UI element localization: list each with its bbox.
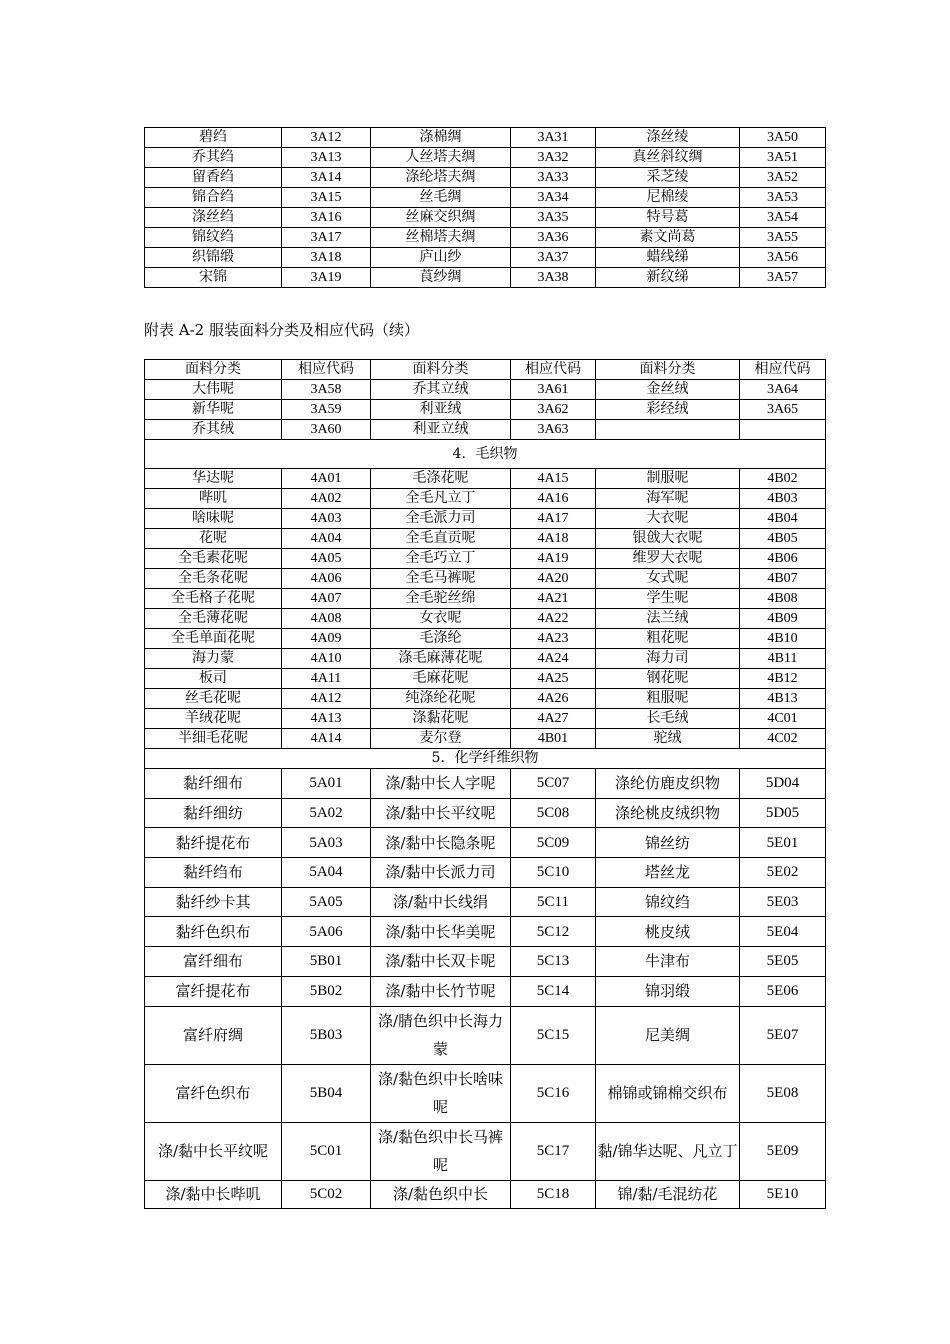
fabric-name-cell: 全毛马裤呢 [371, 569, 511, 589]
fabric-code-cell: 3A37 [511, 248, 596, 268]
fabric-name-cell: 全毛驼丝绵 [371, 589, 511, 609]
fabric-name-cell: 涤丝绉 [145, 208, 282, 228]
fabric-name-cell: 涤/黏中长双卡呢 [371, 947, 511, 977]
fabric-code-cell: 3A53 [740, 188, 826, 208]
fabric-name-cell: 黏纤细布 [145, 769, 282, 799]
fabric-code-cell: 5A06 [282, 917, 371, 947]
fabric-code-cell: 3A34 [511, 188, 596, 208]
fabric-code-cell: 4A22 [511, 609, 596, 629]
fabric-code-cell: 4C01 [740, 709, 826, 729]
fabric-name-cell: 女衣呢 [371, 609, 511, 629]
fabric-name-cell: 啥味呢 [145, 509, 282, 529]
section-row [145, 749, 826, 769]
fabric-name-cell: 真丝斜纹绸 [596, 148, 740, 168]
fabric-name-cell: 丝麻交织绸 [371, 208, 511, 228]
fabric-name-cell: 法兰绒 [596, 609, 740, 629]
fabric-name-cell: 全毛条花呢 [145, 569, 282, 589]
fabric-code-cell: 5C01 [282, 1122, 371, 1180]
fabric-code-cell: 4A27 [511, 709, 596, 729]
fabric-code-cell: 4A12 [282, 689, 371, 709]
fabric-name-cell: 黏/锦华达呢、凡立丁 [596, 1122, 740, 1180]
fabric-code-cell: 5E10 [740, 1180, 826, 1208]
fabric-name-cell: 宋锦 [145, 268, 282, 288]
table-row [145, 268, 826, 288]
fabric-code-cell: 4A18 [511, 529, 596, 549]
table-row [145, 729, 826, 749]
fabric-code-cell: 5E07 [740, 1006, 826, 1064]
fabric-name-cell: 粗花呢 [596, 629, 740, 649]
header-cell: 面料分类 [145, 360, 282, 380]
fabric-code-cell: 4B11 [740, 649, 826, 669]
fabric-code-cell: 3A36 [511, 228, 596, 248]
fabric-code-cell: 3A13 [282, 148, 371, 168]
fabric-name-cell: 涤丝绫 [596, 128, 740, 148]
section-heading-chemical-fiber: 5．化学纤维织物 [145, 749, 826, 769]
fabric-code-cell: 5E06 [740, 976, 826, 1006]
fabric-code-cell: 4A09 [282, 629, 371, 649]
table-row [145, 549, 826, 569]
fabric-code-cell: 3A63 [511, 420, 596, 440]
fabric-code-cell: 5C16 [511, 1064, 596, 1122]
fabric-name-cell: 维罗大衣呢 [596, 549, 740, 569]
fabric-name-cell: 全毛派力司 [371, 509, 511, 529]
fabric-name-cell: 长毛绒 [596, 709, 740, 729]
fabric-code-cell: 5A01 [282, 769, 371, 799]
fabric-code-cell: 3A18 [282, 248, 371, 268]
table-row [145, 828, 826, 858]
fabric-name-cell: 涤/黏中长竹节呢 [371, 976, 511, 1006]
fabric-name-cell: 全毛薄花呢 [145, 609, 282, 629]
fabric-name-cell: 锦/黏/毛混纺花 [596, 1180, 740, 1208]
fabric-name-cell: 黏纤纱卡其 [145, 887, 282, 917]
fabric-name-cell: 花呢 [145, 529, 282, 549]
fabric-code-cell: 5D05 [740, 798, 826, 828]
fabric-code-cell: 3A56 [740, 248, 826, 268]
fabric-code-cell: 3A16 [282, 208, 371, 228]
fabric-name-cell: 锦纹绉 [145, 228, 282, 248]
fabric-code-cell: 3A31 [511, 128, 596, 148]
fabric-code-cell: 4B02 [740, 469, 826, 489]
fabric-code-cell: 5E09 [740, 1122, 826, 1180]
table-row [145, 669, 826, 689]
table-row [145, 917, 826, 947]
fabric-name-cell: 全毛巧立丁 [371, 549, 511, 569]
fabric-code-cell: 4A08 [282, 609, 371, 629]
fabric-code-cell: 4A23 [511, 629, 596, 649]
fabric-code-cell: 5C09 [511, 828, 596, 858]
table-row [145, 188, 826, 208]
fabric-name-cell [596, 420, 740, 440]
section-row [145, 440, 826, 469]
table-row [145, 469, 826, 489]
table-row [145, 1006, 826, 1064]
fabric-name-cell: 钢花呢 [596, 669, 740, 689]
fabric-code-cell: 4A10 [282, 649, 371, 669]
fabric-name-cell: 全毛素花呢 [145, 549, 282, 569]
fabric-code-cell: 4A07 [282, 589, 371, 609]
fabric-name-cell: 金丝绒 [596, 380, 740, 400]
fabric-name-cell: 丝毛绸 [371, 188, 511, 208]
fabric-name-cell: 人丝塔夫绸 [371, 148, 511, 168]
fabric-name-cell: 涤/黏中长平纹呢 [371, 798, 511, 828]
fabric-code-cell: 4B03 [740, 489, 826, 509]
fabric-code-cell: 5C11 [511, 887, 596, 917]
fabric-name-cell: 哔叽 [145, 489, 282, 509]
fabric-name-cell: 涤/黏中长隐条呢 [371, 828, 511, 858]
header-cell: 相应代码 [740, 360, 826, 380]
fabric-code-cell: 5A05 [282, 887, 371, 917]
table-row [145, 1122, 826, 1180]
rows-chemical-fiber-tall [145, 1006, 826, 1180]
fabric-code-cell: 3A14 [282, 168, 371, 188]
fabric-name-cell: 黏纤提花布 [145, 828, 282, 858]
fabric-code-cell: 4A21 [511, 589, 596, 609]
fabric-code-cell: 5C10 [511, 858, 596, 888]
fabric-name-cell: 织锦缎 [145, 248, 282, 268]
fabric-code-cell: 4B06 [740, 549, 826, 569]
table-row [145, 689, 826, 709]
fabric-code-cell: 3A61 [511, 380, 596, 400]
fabric-name-cell: 麦尔登 [371, 729, 511, 749]
fabric-code-cell: 4B10 [740, 629, 826, 649]
fabric-name-cell: 毛涤纶 [371, 629, 511, 649]
table-row [145, 529, 826, 549]
fabric-code-cell: 3A15 [282, 188, 371, 208]
fabric-code-cell: 3A17 [282, 228, 371, 248]
fabric-name-cell: 富纤细布 [145, 947, 282, 977]
fabric-code-cell: 4A02 [282, 489, 371, 509]
fabric-code-cell: 5E08 [740, 1064, 826, 1122]
rows-wool [145, 469, 826, 749]
table-row [145, 168, 826, 188]
fabric-code-cell: 5C18 [511, 1180, 596, 1208]
fabric-code-cell: 5E01 [740, 828, 826, 858]
fabric-code-cell: 3A62 [511, 400, 596, 420]
fabric-name-cell: 尼美绸 [596, 1006, 740, 1064]
fabric-name-cell: 大伟呢 [145, 380, 282, 400]
table-caption: 附表 A-2 服装面料分类及相应代码（续） [144, 321, 419, 339]
fabric-code-cell: 3A59 [282, 400, 371, 420]
fabric-name-cell: 新纹绨 [596, 268, 740, 288]
fabric-code-cell: 4B09 [740, 609, 826, 629]
header-cell: 相应代码 [282, 360, 371, 380]
fabric-name-cell: 采芝绫 [596, 168, 740, 188]
fabric-name-cell: 涤/黏中长哔叽 [145, 1180, 282, 1208]
fabric-code-cell: 3A38 [511, 268, 596, 288]
fabric-name-cell: 涤黏花呢 [371, 709, 511, 729]
fabric-name-cell: 新华呢 [145, 400, 282, 420]
fabric-code-cell: 5C14 [511, 976, 596, 1006]
fabric-name-cell: 涤/黏色织中长马裤呢 [371, 1122, 511, 1180]
fabric-name-cell: 学生呢 [596, 589, 740, 609]
fabric-code-cell: 5C12 [511, 917, 596, 947]
fabric-name-cell: 海军呢 [596, 489, 740, 509]
fabric-name-cell: 富纤提花布 [145, 976, 282, 1006]
table-row [145, 629, 826, 649]
fabric-name-cell: 全毛格子花呢 [145, 589, 282, 609]
fabric-name-cell: 黏纤绉布 [145, 858, 282, 888]
table-row [145, 1180, 826, 1208]
fabric-name-cell: 驼绒 [596, 729, 740, 749]
fabric-name-cell: 牛津布 [596, 947, 740, 977]
table1-body [145, 128, 826, 288]
fabric-name-cell: 锦羽缎 [596, 976, 740, 1006]
fabric-name-cell: 特号葛 [596, 208, 740, 228]
fabric-name-cell: 莨纱绸 [371, 268, 511, 288]
section-heading-wool: 4．毛织物 [145, 440, 826, 469]
fabric-code-cell: 5A02 [282, 798, 371, 828]
header-cell: 相应代码 [511, 360, 596, 380]
fabric-name-cell: 锦合绉 [145, 188, 282, 208]
table-row [145, 589, 826, 609]
fabric-name-cell: 涤棉绸 [371, 128, 511, 148]
fabric-name-cell: 粗服呢 [596, 689, 740, 709]
fabric-name-cell: 桃皮绒 [596, 917, 740, 947]
fabric-code-cell: 5B01 [282, 947, 371, 977]
fabric-code-cell: 4A17 [511, 509, 596, 529]
table-row [145, 380, 826, 400]
fabric-name-cell: 海力蒙 [145, 649, 282, 669]
table-row [145, 709, 826, 729]
table-row [145, 609, 826, 629]
table-row [145, 208, 826, 228]
fabric-code-cell: 3A32 [511, 148, 596, 168]
table-row [145, 858, 826, 888]
fabric-name-cell: 纯涤纶花呢 [371, 689, 511, 709]
fabric-code-cell: 3A54 [740, 208, 826, 228]
fabric-code-cell: 5E05 [740, 947, 826, 977]
fabric-name-cell: 黏纤色织布 [145, 917, 282, 947]
fabric-name-cell: 羊绒花呢 [145, 709, 282, 729]
fabric-code-cell: 3A58 [282, 380, 371, 400]
table-row [145, 887, 826, 917]
fabric-name-cell: 富纤色织布 [145, 1064, 282, 1122]
table-row [145, 420, 826, 440]
fabric-code-cell: 4B05 [740, 529, 826, 549]
fabric-name-cell: 涤毛麻薄花呢 [371, 649, 511, 669]
table-row [145, 976, 826, 1006]
table-row [145, 1064, 826, 1122]
fabric-name-cell: 涤/黏中长派力司 [371, 858, 511, 888]
table-row [145, 489, 826, 509]
fabric-code-cell: 4A01 [282, 469, 371, 489]
fabric-name-cell: 锦丝纺 [596, 828, 740, 858]
fabric-code-cell: 5E03 [740, 887, 826, 917]
fabric-code-cell: 5C07 [511, 769, 596, 799]
fabric-code-cell: 5B03 [282, 1006, 371, 1064]
fabric-code-cell: 5E04 [740, 917, 826, 947]
fabric-name-cell: 庐山纱 [371, 248, 511, 268]
fabric-name-cell: 黏纤细纺 [145, 798, 282, 828]
fabric-code-cell: 3A12 [282, 128, 371, 148]
fabric-code-cell: 4A26 [511, 689, 596, 709]
fabric-code-cell: 4B04 [740, 509, 826, 529]
table-row [145, 400, 826, 420]
fabric-name-cell: 银戗大衣呢 [596, 529, 740, 549]
fabric-code-cell: 4A11 [282, 669, 371, 689]
fabric-code-cell: 5C02 [282, 1180, 371, 1208]
table-row [145, 569, 826, 589]
fabric-name-cell: 女式呢 [596, 569, 740, 589]
table-row [145, 649, 826, 669]
fabric-code-cell: 3A57 [740, 268, 826, 288]
fabric-name-cell: 涤/黏中长线绢 [371, 887, 511, 917]
fabric-code-cell: 4A14 [282, 729, 371, 749]
rows-chemical-fiber [145, 769, 826, 1007]
fabric-code-cell: 4C02 [740, 729, 826, 749]
fabric-name-cell: 全毛单面花呢 [145, 629, 282, 649]
table-row [145, 128, 826, 148]
table-row [145, 769, 826, 799]
fabric-name-cell: 涤/黏色织中长啥味呢 [371, 1064, 511, 1122]
fabric-name-cell: 涤纶塔夫绸 [371, 168, 511, 188]
fabric-name-cell: 碧绉 [145, 128, 282, 148]
fabric-code-cell: 4A24 [511, 649, 596, 669]
table-header-row [145, 360, 826, 380]
fabric-name-cell: 涤/黏中长平纹呢 [145, 1122, 282, 1180]
fabric-name-cell: 涤/黏色织中长 [371, 1180, 511, 1208]
fabric-code-cell: 4A20 [511, 569, 596, 589]
fabric-code-cell: 4B01 [511, 729, 596, 749]
table-row [145, 947, 826, 977]
table-row [145, 509, 826, 529]
fabric-name-cell: 涤纶桃皮绒织物 [596, 798, 740, 828]
fabric-code-cell: 5C17 [511, 1122, 596, 1180]
fabric-code-cell: 4A05 [282, 549, 371, 569]
fabric-code-cell: 3A55 [740, 228, 826, 248]
fabric-table-continued-top [144, 127, 826, 288]
fabric-name-cell: 涤/黏中长人字呢 [371, 769, 511, 799]
fabric-name-cell: 锦纹绉 [596, 887, 740, 917]
fabric-name-cell: 海力司 [596, 649, 740, 669]
fabric-classification-table [144, 359, 826, 1209]
fabric-name-cell: 利亚立绒 [371, 420, 511, 440]
fabric-name-cell: 全毛直贡呢 [371, 529, 511, 549]
table-row [145, 798, 826, 828]
fabric-code-cell: 4A06 [282, 569, 371, 589]
fabric-name-cell: 丝棉塔夫绸 [371, 228, 511, 248]
fabric-code-cell: 5A04 [282, 858, 371, 888]
fabric-code-cell: 5C13 [511, 947, 596, 977]
fabric-name-cell: 制服呢 [596, 469, 740, 489]
fabric-code-cell: 3A19 [282, 268, 371, 288]
fabric-code-cell: 3A33 [511, 168, 596, 188]
fabric-code-cell: 4A03 [282, 509, 371, 529]
fabric-code-cell: 4B08 [740, 589, 826, 609]
fabric-code-cell: 3A65 [740, 400, 826, 420]
fabric-code-cell: 5A03 [282, 828, 371, 858]
fabric-code-cell: 3A60 [282, 420, 371, 440]
fabric-name-cell: 彩经绒 [596, 400, 740, 420]
rows-silk-velvet [145, 380, 826, 440]
fabric-name-cell: 大衣呢 [596, 509, 740, 529]
fabric-code-cell: 5C08 [511, 798, 596, 828]
header-cell: 面料分类 [596, 360, 740, 380]
fabric-code-cell: 4A19 [511, 549, 596, 569]
fabric-code-cell: 5B04 [282, 1064, 371, 1122]
fabric-name-cell: 利亚绒 [371, 400, 511, 420]
fabric-name-cell: 全毛凡立丁 [371, 489, 511, 509]
fabric-name-cell: 涤/黏中长华美呢 [371, 917, 511, 947]
fabric-code-cell: 5E02 [740, 858, 826, 888]
fabric-code-cell: 4A15 [511, 469, 596, 489]
table-row [145, 228, 826, 248]
fabric-code-cell: 4A04 [282, 529, 371, 549]
fabric-name-cell: 涤纶仿鹿皮织物 [596, 769, 740, 799]
table-row [145, 148, 826, 168]
fabric-name-cell: 涤/腈色织中长海力蒙 [371, 1006, 511, 1064]
fabric-name-cell: 素文尚葛 [596, 228, 740, 248]
fabric-code-cell: 3A51 [740, 148, 826, 168]
fabric-code-cell: 4A25 [511, 669, 596, 689]
fabric-name-cell: 富纤府绸 [145, 1006, 282, 1064]
fabric-name-cell: 棉锦或锦棉交织布 [596, 1064, 740, 1122]
fabric-code-cell: 4B12 [740, 669, 826, 689]
fabric-code-cell: 3A64 [740, 380, 826, 400]
fabric-name-cell: 尼棉绫 [596, 188, 740, 208]
fabric-name-cell: 乔其绉 [145, 148, 282, 168]
header-cell: 面料分类 [371, 360, 511, 380]
fabric-code-cell: 3A50 [740, 128, 826, 148]
fabric-code-cell: 5C15 [511, 1006, 596, 1064]
fabric-name-cell: 丝毛花呢 [145, 689, 282, 709]
fabric-name-cell: 毛涤花呢 [371, 469, 511, 489]
fabric-code-cell: 4B13 [740, 689, 826, 709]
fabric-code-cell: 3A52 [740, 168, 826, 188]
fabric-name-cell: 华达呢 [145, 469, 282, 489]
fabric-code-cell: 4A13 [282, 709, 371, 729]
table-row [145, 248, 826, 268]
fabric-code-cell: 3A35 [511, 208, 596, 228]
fabric-name-cell: 乔其立绒 [371, 380, 511, 400]
fabric-name-cell: 塔丝龙 [596, 858, 740, 888]
fabric-name-cell: 半细毛花呢 [145, 729, 282, 749]
fabric-code-cell: 4B07 [740, 569, 826, 589]
fabric-code-cell [740, 420, 826, 440]
fabric-name-cell: 蜡线绨 [596, 248, 740, 268]
fabric-code-cell: 5B02 [282, 976, 371, 1006]
fabric-code-cell: 4A16 [511, 489, 596, 509]
fabric-name-cell: 毛麻花呢 [371, 669, 511, 689]
fabric-name-cell: 乔其绒 [145, 420, 282, 440]
fabric-code-cell: 5D04 [740, 769, 826, 799]
fabric-name-cell: 板司 [145, 669, 282, 689]
fabric-name-cell: 留香绉 [145, 168, 282, 188]
